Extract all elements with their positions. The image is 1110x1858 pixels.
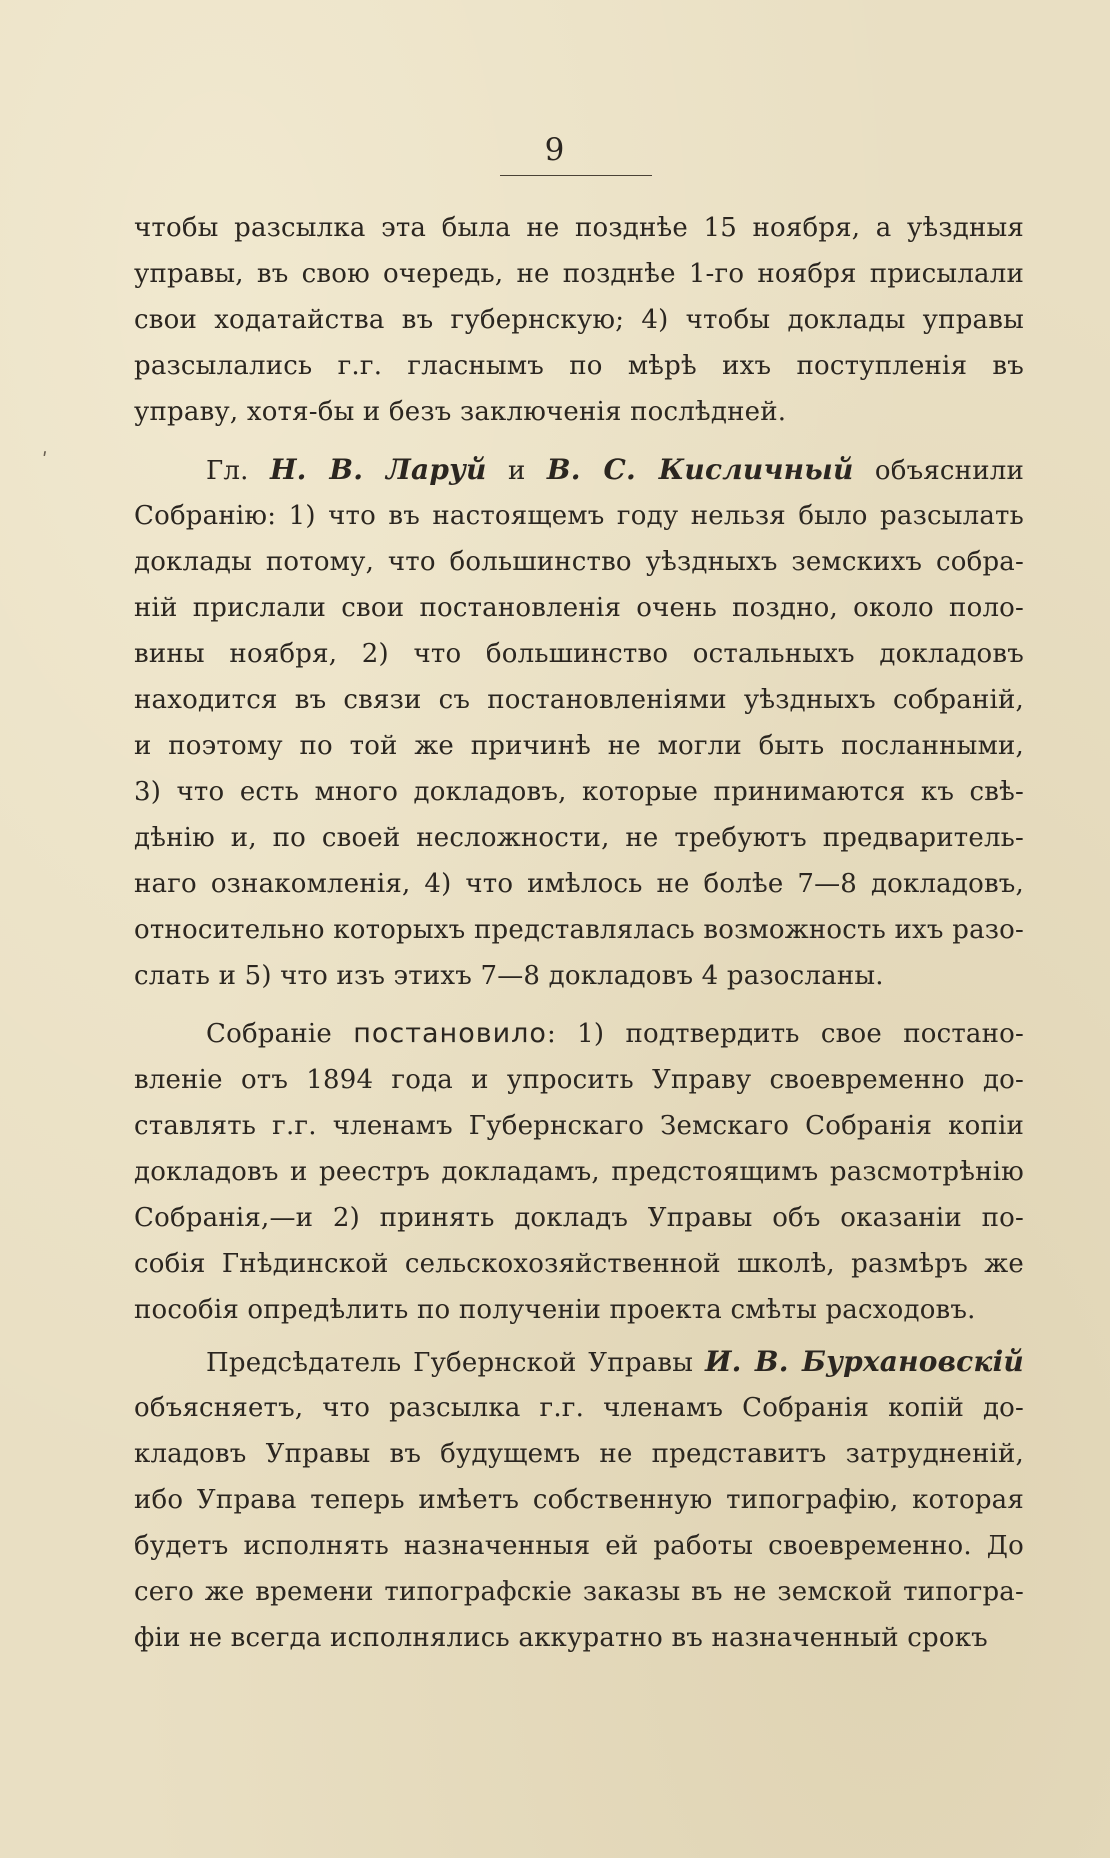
paragraph-2 bbox=[134, 447, 1024, 999]
text-run: объяснили bbox=[874, 456, 1024, 486]
paragraph-3-first-line bbox=[134, 1011, 1024, 1057]
text-line: объясняетъ, что разсылка г.г. членамъ Собранія копій до- bbox=[134, 1393, 1024, 1423]
person-name: В. С. Кисличный bbox=[546, 453, 854, 486]
page-number-rule bbox=[500, 175, 652, 176]
text-line: Собранію: 1) что въ настоящемъ году нельзя было разсылать bbox=[134, 501, 1024, 531]
paragraph-4 bbox=[134, 1339, 1024, 1661]
text-run: Собраніе bbox=[206, 1019, 332, 1049]
text-run: Гл. bbox=[206, 456, 249, 486]
text-line: вины ноября, 2) что большинство остальныхъ докладовъ bbox=[134, 639, 1024, 669]
text-line: собія Гнѣдинской сельскохозяйственной школѣ, размѣръ же bbox=[134, 1249, 1024, 1279]
text-run: Предсѣдатель Губернской Управы bbox=[206, 1348, 694, 1378]
text-run: : 1) подтвердить свое постано- bbox=[546, 1019, 1024, 1049]
text-line: дѣнію и, по своей несложности, не требуютъ предваритель- bbox=[134, 823, 1024, 853]
text-line: ній прислали свои постановленія очень поздно, около поло- bbox=[134, 593, 1024, 623]
person-name: И. В. Бурхановскій bbox=[704, 1345, 1024, 1378]
margin-tick-mark: ʹ bbox=[42, 448, 48, 472]
text-line: находится въ связи съ постановленіями уѣздныхъ собраній, bbox=[134, 685, 1024, 715]
text-run: и bbox=[507, 456, 526, 486]
text-line: вленіе отъ 1894 года и упросить Управу своевременно до- bbox=[134, 1065, 1024, 1095]
text-line: доклады потому, что большинство уѣздныхъ земскихъ собра- bbox=[134, 547, 1024, 577]
text-line: кладовъ Управы въ будущемъ не представитъ затрудненій, bbox=[134, 1439, 1024, 1469]
text-line: чтобы разсылка эта была не позднѣе 15 ноября, а уѣздныя bbox=[134, 213, 1024, 243]
text-line: разсылались г.г. гласнымъ по мѣрѣ ихъ поступленія въ bbox=[134, 351, 1024, 381]
paragraph-4-first-line bbox=[134, 1339, 1024, 1385]
person-name: Н. В. Ларуй bbox=[269, 453, 487, 486]
text-line: относительно которыхъ представлялась возможность ихъ разо- bbox=[134, 915, 1024, 945]
text-line: будетъ исполнять назначенныя ей работы своевременно. До bbox=[134, 1531, 1024, 1561]
text-line: ибо Управа теперь имѣетъ собственную типографію, которая bbox=[134, 1485, 1024, 1515]
text-line: пособія опредѣлить по полученіи проекта смѣты расходовъ. bbox=[134, 1295, 976, 1325]
text-line: фіи не всегда исполнялись аккуратно въ назначенный срокъ bbox=[134, 1623, 988, 1653]
text-line: сего же времени типографскіе заказы въ не земской типогра- bbox=[134, 1577, 1024, 1607]
text-line: слать и 5) что изъ этихъ 7—8 докладовъ 4 разосланы. bbox=[134, 961, 884, 991]
paragraph-1 bbox=[134, 205, 1024, 435]
emphasized-word: постановило bbox=[353, 1018, 547, 1049]
page-number: 9 bbox=[544, 132, 566, 168]
text-line: Собранія,—и 2) принять докладъ Управы объ оказаніи по- bbox=[134, 1203, 1024, 1233]
text-line: наго ознакомленія, 4) что имѣлось не болѣе 7—8 докладовъ, bbox=[134, 869, 1024, 899]
text-line: докладовъ и реестръ докладамъ, предстоящимъ разсмотрѣнію bbox=[134, 1157, 1024, 1187]
paragraph-3 bbox=[134, 1011, 1024, 1333]
text-line: управы, въ свою очередь, не позднѣе 1-го ноября присылали bbox=[134, 259, 1024, 289]
text-line: управу, хотя-бы и безъ заключенія послѣдней. bbox=[134, 397, 787, 427]
text-block bbox=[134, 205, 1024, 1661]
text-line: 3) что есть много докладовъ, которые принимаются къ свѣ- bbox=[134, 777, 1024, 807]
text-line: и поэтому по той же причинѣ не могли быть посланными, bbox=[134, 731, 1024, 761]
text-line: свои ходатайства въ губернскую; 4) чтобы доклады управы bbox=[134, 305, 1024, 335]
text-line: ставлять г.г. членамъ Губернскаго Земскаго Собранія копіи bbox=[134, 1111, 1024, 1141]
paragraph-2-first-line bbox=[134, 447, 1024, 493]
